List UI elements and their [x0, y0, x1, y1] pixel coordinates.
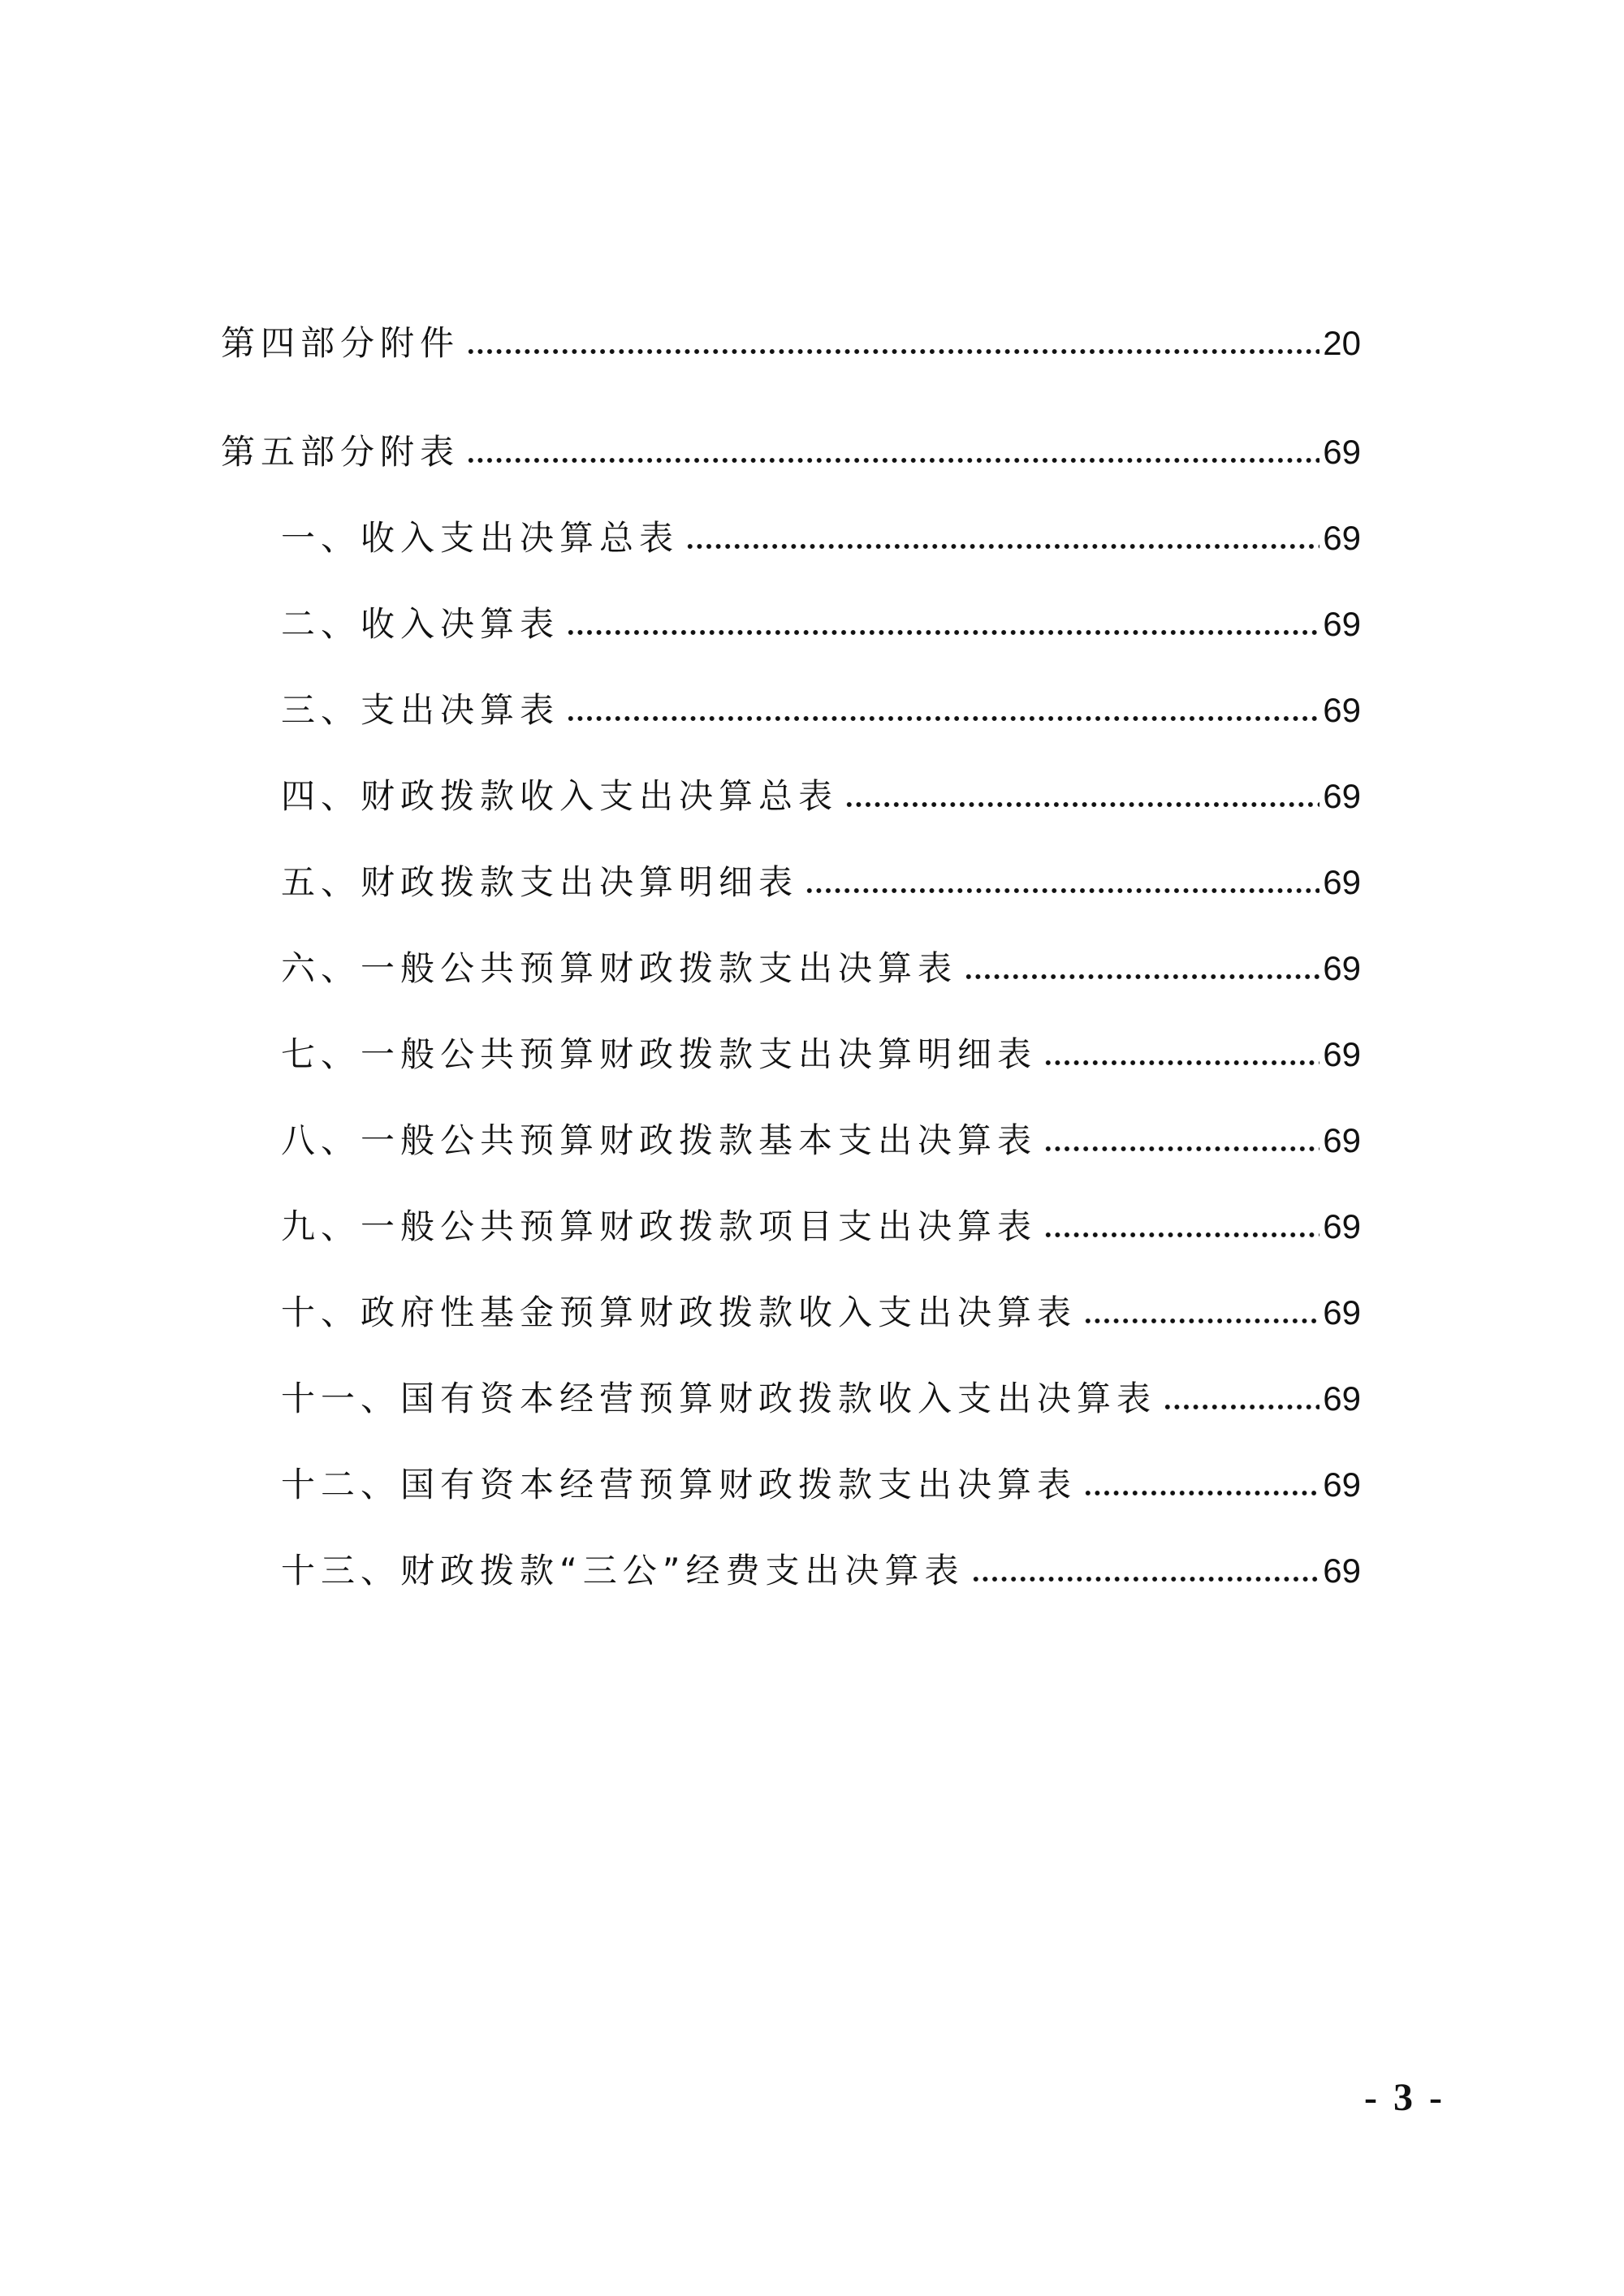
toc-entry-page: 69 [1323, 519, 1361, 557]
toc-entry-page: 69 [1323, 1121, 1361, 1159]
toc-dot-leader [964, 973, 1320, 981]
toc-entry-page: 69 [1323, 777, 1361, 815]
toc-dot-leader [1043, 1059, 1320, 1067]
toc-dot-leader [805, 887, 1320, 895]
toc-entry[interactable] [221, 1249, 1361, 1335]
toc-entry-title: 五、财政拨款支出决算明细表 [281, 862, 799, 902]
page-number: - 3 - [1364, 2076, 1445, 2119]
toc-entry-page: 69 [1323, 1035, 1361, 1073]
toc-entry-title: 三、支出决算表 [281, 690, 560, 730]
toc-entry[interactable] [221, 1077, 1361, 1163]
toc-entry-title: 八、一般公共预算财政拨款基本支出决算表 [281, 1120, 1038, 1160]
toc-dot-leader [566, 628, 1320, 637]
toc-entry-page: 69 [1323, 691, 1361, 729]
toc-entry-title: 第四部分附件 [221, 323, 460, 363]
toc-entry-title: 第五部分附表 [221, 432, 460, 472]
toc-entry-page: 69 [1323, 863, 1361, 901]
toc-entry-page: 69 [1323, 1465, 1361, 1504]
toc-entry-title: 九、一般公共预算财政拨款项目支出决算表 [281, 1206, 1038, 1246]
toc-entry-title: 十一、国有资本经营预算财政拨款收入支出决算表 [281, 1379, 1157, 1418]
toc-entry-page: 69 [1323, 605, 1361, 643]
toc-entry-page: 69 [1323, 1379, 1361, 1418]
toc-entry-title: 二、收入决算表 [281, 604, 560, 644]
toc-dot-leader [466, 456, 1320, 464]
toc-entry[interactable] [221, 1335, 1361, 1421]
toc-dot-leader [971, 1575, 1320, 1583]
toc-dot-leader [466, 347, 1320, 356]
toc-dot-leader [844, 801, 1320, 809]
toc-entry-title: 六、一般公共预算财政拨款支出决算表 [281, 948, 958, 988]
toc-entry-page: 69 [1323, 949, 1361, 987]
table-of-contents [221, 289, 1361, 1593]
toc-entry-page: 69 [1323, 1207, 1361, 1245]
toc-dot-leader [566, 714, 1320, 723]
toc-entry-title: 十二、国有资本经营预算财政拨款支出决算表 [281, 1465, 1078, 1504]
toc-dot-leader [1043, 1145, 1320, 1153]
toc-dot-leader [1083, 1317, 1320, 1325]
toc-dot-leader [1163, 1403, 1320, 1411]
toc-dot-leader [1043, 1231, 1320, 1239]
toc-entry[interactable] [221, 990, 1361, 1077]
toc-dot-leader [685, 542, 1320, 550]
toc-entry[interactable] [221, 560, 1361, 646]
toc-entry-page: 69 [1323, 1293, 1361, 1331]
toc-dot-leader [1083, 1489, 1320, 1497]
toc-entry[interactable] [221, 818, 1361, 904]
toc-entry[interactable] [221, 388, 1361, 474]
toc-entry[interactable] [221, 289, 1361, 365]
toc-entry[interactable] [221, 732, 1361, 818]
toc-entry[interactable] [221, 474, 1361, 560]
toc-entry-title: 十三、财政拨款“三公”经费支出决算表 [281, 1551, 965, 1590]
toc-entry-page: 20 [1323, 324, 1361, 362]
toc-entry-title: 一、收入支出决算总表 [281, 518, 680, 558]
toc-entry-title: 七、一般公共预算财政拨款支出决算明细表 [281, 1034, 1038, 1074]
toc-entry-page: 69 [1323, 433, 1361, 471]
toc-entry[interactable] [221, 904, 1361, 990]
toc-entry[interactable] [221, 646, 1361, 732]
toc-entry-page: 69 [1323, 1552, 1361, 1590]
toc-entry-title: 四、财政拨款收入支出决算总表 [281, 776, 839, 816]
toc-entry[interactable] [221, 1163, 1361, 1249]
toc-entry-title: 十、政府性基金预算财政拨款收入支出决算表 [281, 1293, 1078, 1332]
toc-entry[interactable] [221, 1421, 1361, 1507]
toc-entry[interactable] [221, 1507, 1361, 1593]
